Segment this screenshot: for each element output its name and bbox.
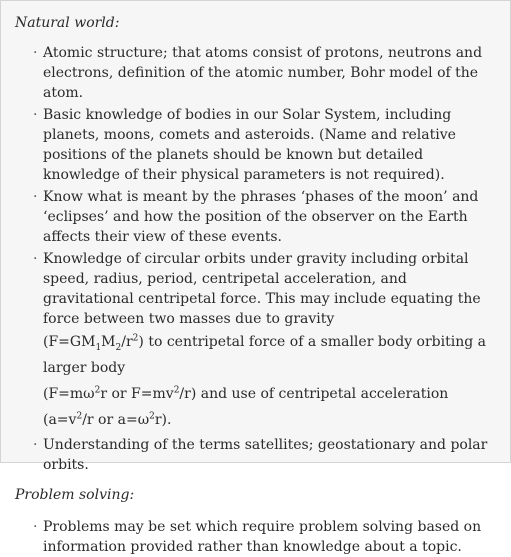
list-item-solar-system: · Basic knowledge of bodies in our Solar System, including planets, moons, comets and asteroids. (Name and relative positions of the planets should be known but detailed knowledge of their physical parameters is not required). [35,105,500,185]
list-item-phases-eclipses: · Know what is meant by the phrases ‘phases of the moon’ and ‘eclipses’ and how the position of the observer on the Earth affects their view of these events. [35,187,500,247]
natural-world-list [15,43,500,475]
list-item-circular-orbits [35,249,500,433]
problem-solving-list [15,517,500,557]
list-item-satellites: · Understanding of the terms satellites; geostationary and polar orbits. [35,435,500,475]
orbits-intro-text: Knowledge of circular orbits under gravity including orbital speed, radius, period, centripetal acceleration, and gravitational centripetal force. This may include equating the force between two masses due to gravity [43,251,481,327]
gravity-formula-line: $(F=GM_1M_2/r^2)$ to centripetal force of a smaller body orbiting a larger body [43,333,486,376]
section-heading-natural-world: Natural world: [15,15,120,31]
section-heading-problem-solving: Problem solving: [15,487,135,503]
centripetal-formula-line: ($F=m\omega^2r$ or $F=mv^2/r$) and use of centripetal acceleration ($a=v^2/r$ or $a=\omega^2r$). [43,385,449,428]
list-item-problems: · Problems may be set which require problem solving based on information provided rather than knowledge about a topic. [35,517,500,557]
list-item-atomic-structure: · Atomic structure; that atoms consist of protons, neutrons and electrons, definition of the atomic number, Bohr model of the atom. [35,43,500,103]
